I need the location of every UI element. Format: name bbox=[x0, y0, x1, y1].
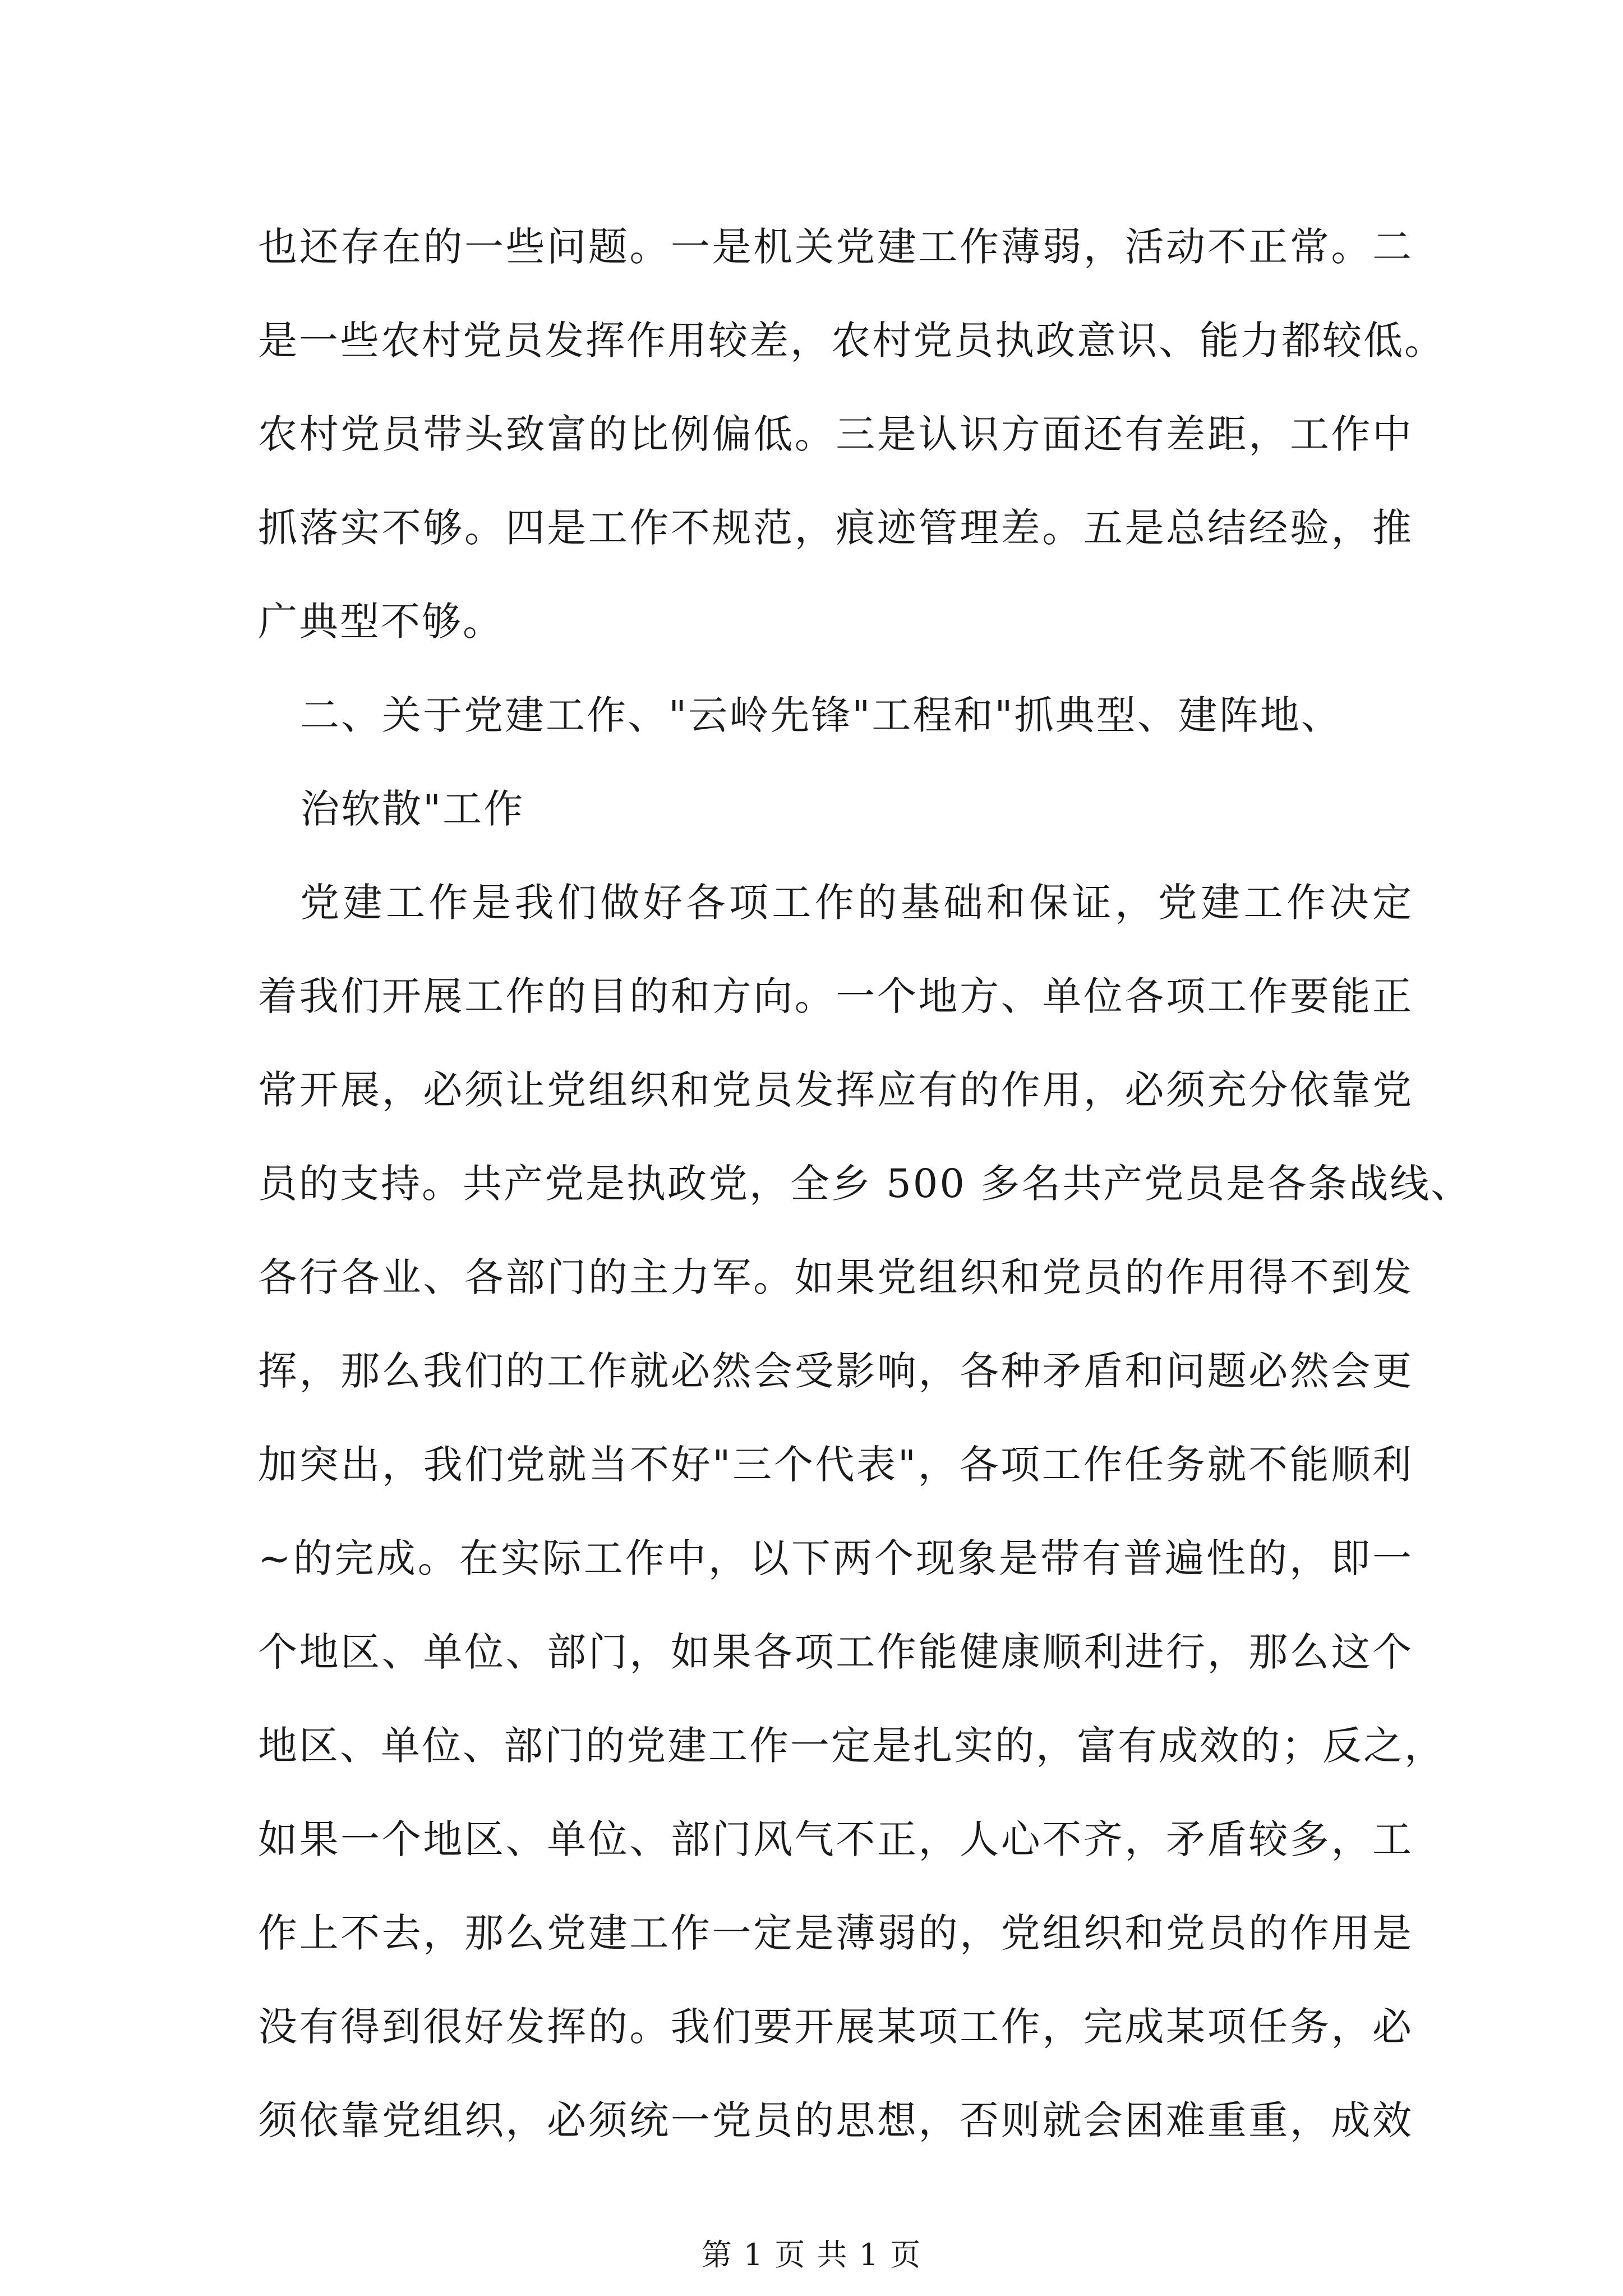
paragraph-line: 抓落实不够。四是工作不规范，痕迹管理差。五是总结经验，推 bbox=[258, 505, 1413, 551]
paragraph-line: 也还存在的一些问题。一是机关党建工作薄弱，活动不正常。二 bbox=[258, 224, 1413, 270]
paragraph-line: 地区、单位、部门的党建工作一定是扎实的，富有成效的；反之， bbox=[258, 1723, 1445, 1769]
paragraph-line: 广典型不够。 bbox=[258, 599, 504, 645]
paragraph-line: 作上不去，那么党建工作一定是薄弱的，党组织和党员的作用是 bbox=[258, 1910, 1413, 1956]
section-heading-line: 二、关于党建工作、"云岭先锋"工程和"抓典型、建阵地、 bbox=[300, 692, 1342, 738]
paragraph-line: 着我们开展工作的目的和方向。一个地方、单位各项工作要能正 bbox=[258, 973, 1413, 1019]
page-footer: 第 1 页 共 1 页 bbox=[701, 2237, 922, 2272]
paragraph-line: 员的支持。共产党是执政党，全乡 500 多名共产党员是各条战线、 bbox=[258, 1161, 1472, 1207]
paragraph-line: 常开展，必须让党组织和党员发挥应有的作用，必须充分依靠党 bbox=[258, 1067, 1413, 1113]
section-heading-line: 治软散"工作 bbox=[300, 786, 525, 832]
paragraph-line: 各行各业、各部门的主力军。如果党组织和党员的作用得不到发 bbox=[258, 1254, 1413, 1300]
paragraph-line: 党建工作是我们做好各项工作的基础和保证，党建工作决定 bbox=[300, 880, 1413, 926]
paragraph-line: 如果一个地区、单位、部门风气不正，人心不齐，矛盾较多，工 bbox=[258, 1816, 1413, 1862]
paragraph-line: 加突出，我们党就当不好"三个代表"，各项工作任务就不能顺利 bbox=[258, 1442, 1413, 1488]
paragraph-line: 个地区、单位、部门，如果各项工作能健康顺利进行，那么这个 bbox=[258, 1629, 1413, 1675]
paragraph-line: 农村党员带头致富的比例偏低。三是认识方面还有差距，工作中 bbox=[258, 411, 1413, 457]
paragraph-line: 是一些农村党员发挥作用较差，农村党员执政意识、能力都较低。 bbox=[258, 318, 1445, 364]
paragraph-line: 没有得到很好发挥的。我们要开展某项工作，完成某项任务，必 bbox=[258, 2004, 1413, 2050]
paragraph-line: 挥，那么我们的工作就必然会受影响，各种矛盾和问题必然会更 bbox=[258, 1348, 1413, 1394]
paragraph-line: ~的完成。在实际工作中，以下两个现象是带有普遍性的，即一 bbox=[258, 1535, 1413, 1581]
paragraph-line: 须依靠党组织，必须统一党员的思想，否则就会困难重重，成效 bbox=[258, 2097, 1413, 2143]
